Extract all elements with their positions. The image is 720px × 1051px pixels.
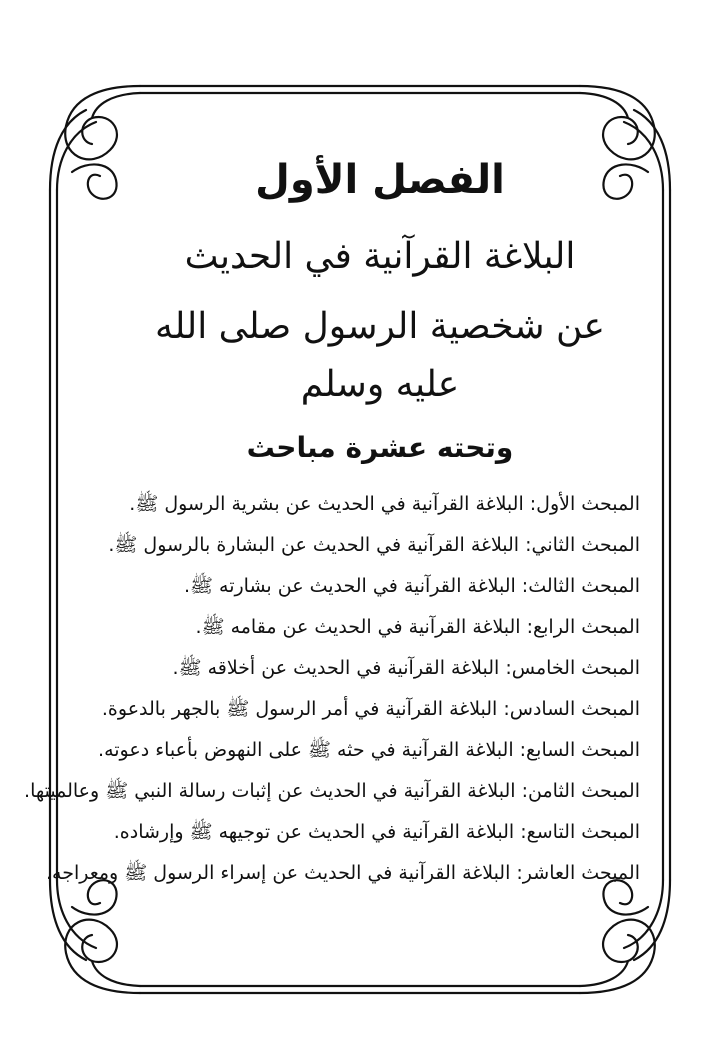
chapter-title: الفصل الأول (255, 157, 505, 203)
sections-count-heading: وتحته عشرة مباحث (246, 431, 514, 464)
sections-list (24, 484, 640, 894)
section-item: المبحث الثاني: البلاغة القرآنية في الحديث عن البشارة بالرسول ﷺ. (108, 534, 640, 556)
chapter-subtitle-line-1: البلاغة القرآنية في الحديث (184, 236, 576, 277)
section-item: المبحث العاشر: البلاغة القرآنية في الحديث عن إسراء الرسول ﷺ ومعراجه. (45, 862, 640, 884)
section-item: المبحث الرابع: البلاغة القرآنية في الحديث عن مقامه ﷺ. (195, 616, 640, 638)
section-item: المبحث الأول: البلاغة القرآنية في الحديث عن بشرية الرسول ﷺ. (129, 493, 640, 515)
section-item: المبحث الخامس: البلاغة القرآنية في الحديث عن أخلاقه ﷺ. (172, 657, 640, 679)
section-item: المبحث السادس: البلاغة القرآنية في أمر الرسول ﷺ بالجهر بالدعوة. (101, 698, 640, 720)
section-item: المبحث الثامن: البلاغة القرآنية في الحديث عن إثبات رسالة النبي ﷺ وعالميتها. (24, 780, 640, 802)
section-item: المبحث السابع: البلاغة القرآنية في حثه ﷺ على النهوض بأعباء دعوته. (98, 739, 640, 761)
section-item: المبحث الثالث: البلاغة القرآنية في الحديث عن بشارته ﷺ. (183, 575, 640, 597)
page-content (24, 150, 640, 894)
chapter-subtitle-line-2: عن شخصية الرسول صلى الله عليه وسلم (155, 306, 605, 405)
section-item: المبحث التاسع: البلاغة القرآنية في الحديث عن توجيهه ﷺ وإرشاده. (113, 821, 640, 843)
